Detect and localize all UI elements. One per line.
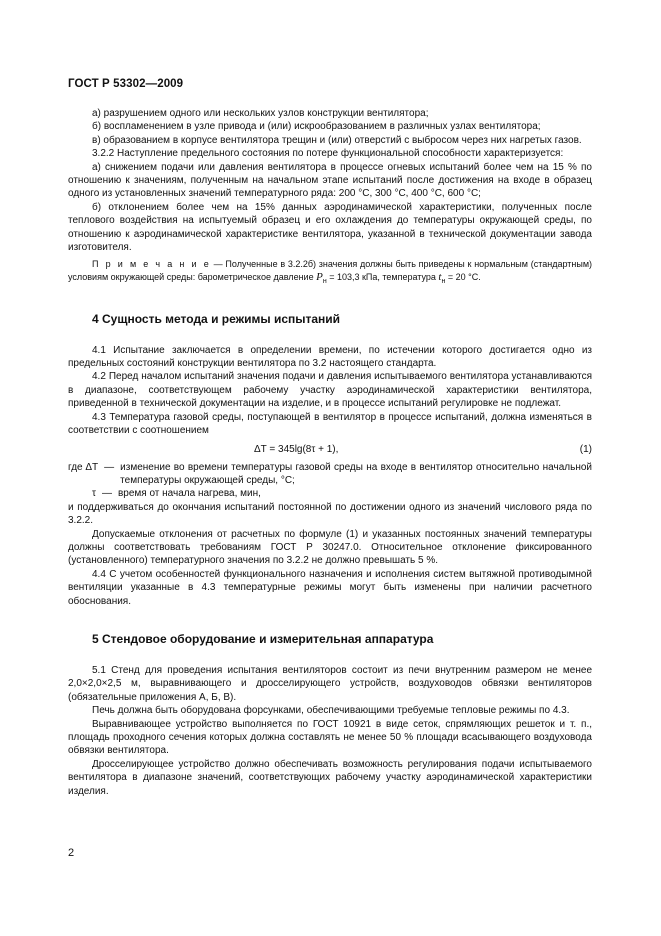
legend-text: изменение во времени температуры газовой среды на входе в вентилятор относительно начальной температуры окружающей среды, °С;: [120, 461, 592, 486]
pressure-value: = 103,3 кПа, температура: [326, 271, 439, 282]
legend-dash: —: [101, 488, 112, 500]
legend-text: время от начала нагрева, мин,: [117, 488, 261, 500]
page-number: 2: [68, 847, 75, 859]
temperature-symbol: t: [438, 270, 442, 283]
clause-5-1-furnace: Печь должна быть оборудована форсунками, обеспечивающими требуемые тепловые режимы по 4.3.: [92, 705, 570, 717]
list-item: а) снижением подачи или давления вентилятора в процессе огневых испытаний более чем на 15 % по отношению к значениям, полученным на начальном этапе испытаний после достижения на входе в образец одного из установленных значений температурного ряда: 200 °С, 300 °С, 400 °С, 600 °С;: [68, 161, 592, 200]
clause-4-4: 4.4 С учетом особенностей функционального назначения и исполнения систем вытяжной противодымной вентиляции указанные в 4.3 температурные режимы могут быть изменены при наличии расчетного обоснования.: [68, 568, 592, 607]
legend-symbol: τ: [92, 488, 96, 500]
pressure-symbol: P: [316, 270, 323, 283]
clause-3-2-2: 3.2.2 Наступление предельного состояния по потере функциональной способности характеризуется:: [92, 148, 564, 160]
legend-dash: —: [104, 461, 115, 473]
list-item: б) отклонением более чем на 15% данных аэродинамической характеристики, полученных после теплового воздействия на испытуемый образец и его охлаждения до температуры окружающей среды, по отношению к аэродинамической характеристике вентилятора, указанной в технической документации завода изготовителя.: [68, 201, 592, 254]
clause-4-2: 4.2 Перед началом испытаний значения подачи и давления испытываемого вентилятора устанавливаются в диапазоне, соответствующем рабочему участку аэродинамической характеристики вентилятора, приведенной в технической документации на изделие, и в процессе испытаний регулировке не подлежат.: [68, 371, 592, 410]
clause-4-3-continued: и поддерживаться до окончания испытаний постоянной по достижении одного из значений числового ряда по 3.2.2.: [68, 501, 592, 527]
formula-1: [68, 442, 592, 457]
list-item: в) образованием в корпусе вентилятора трещин и (или) отверстий с выбросом через них нагретых газов.: [92, 134, 582, 146]
formula-expression: ΔT = 345lg(8τ + 1),: [254, 443, 339, 455]
note-text: — Полученные в 3.2.2б) значения должны быть приведены к нормальным (стандартным) условиям окружающей среды: барометрическое давление: [68, 259, 593, 282]
clause-4-3: 4.3 Температура газовой среды, поступающей в вентилятор в процессе испытаний, должна изменяться в соответствии с соотношением: [68, 411, 592, 437]
list-item: б) воспламенением в узле привода и (или) искрообразованием в различных узлах вентилятора;: [92, 121, 541, 133]
clause-5-1-equalizer: Выравнивающее устройство выполняется по ГОСТ 10921 в виде сеток, спрямляющих решеток и т. п., площадь проходного сечения которых должна составлять не менее 50 % площади всасывающего воздуховода обвязки вентилятора.: [68, 718, 592, 757]
list-item: а) разрушением одного или нескольких узлов конструкции вентилятора;: [92, 108, 429, 119]
clause-5-1: 5.1 Стенд для проведения испытания вентиляторов состоит из печи внутренним размером не менее 2,0×2,0×2,5 м, выравнивающего и дросселирующего устройств, воздуховодов обвязки вентиляторов (обязательные приложения А, Б, В).: [68, 664, 592, 703]
formula-legend-delta: [68, 461, 592, 488]
standard-header: ГОСТ Р 53302—2009: [68, 78, 184, 90]
temperature-subscript: н: [441, 277, 446, 285]
clause-4-1: 4.1 Испытание заключается в определении времени, по истечении которого достигается одно из предельных состояний конструкции вентилятора по 3.2 настоящего стандарта.: [68, 344, 592, 370]
document-body: [68, 107, 592, 798]
temperature-value: = 20 °С.: [445, 271, 481, 282]
note: [68, 258, 592, 287]
formula-legend-tau: [68, 487, 592, 500]
section-4-title: 4 Сущность метода и режимы испытаний: [92, 311, 341, 326]
legend-symbol: где ΔT: [68, 461, 99, 473]
pressure-subscript: н: [322, 277, 327, 285]
clause-5-1-throttle: Дросселирующее устройство должно обеспечивать возможность регулирования подачи испытываемого вентилятора в диапазоне значений, соответствующих рабочему участку аэродинамической характеристики изделия.: [68, 758, 592, 797]
clause-4-3-tolerance: Допускаемые отклонения от расчетных по формуле (1) и указанных постоянных значений температуры должны соответствовать требованиям ГОСТ Р 30247.0. Относительное отклонение фиксированного (установленного) температурного значения по 3.2.2 не должно превышать 5 %.: [68, 528, 592, 567]
section-5-title: 5 Стендовое оборудование и измерительная аппаратура: [92, 631, 434, 646]
note-label: П р и м е ч а н и е: [92, 259, 211, 270]
formula-number: (1): [579, 443, 592, 455]
